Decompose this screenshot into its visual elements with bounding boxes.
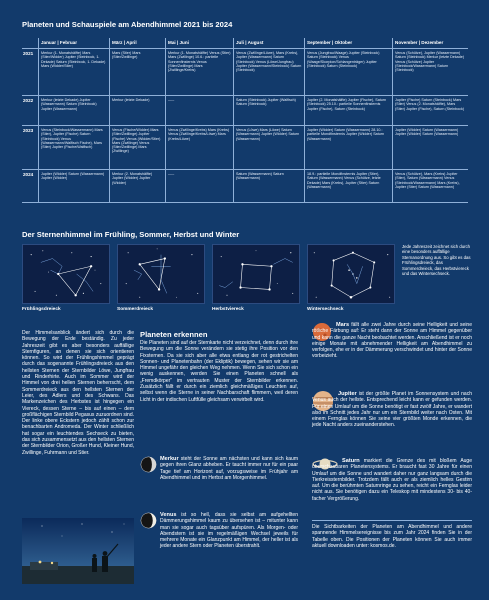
- column-header: März | April: [109, 38, 165, 48]
- section-title: Der Sternenhimmel im Frühling, Sommer, Herbst und Winter: [22, 230, 240, 239]
- column-header: Juli | August: [233, 38, 304, 48]
- table-cell: Venus (Jungfrau/Waage) Jupiter (Steinbock) Saturn (Steinbock) Venus (Waage/Skorpion/Schlangenträger) Jupiter (Steinbock) Saturn (Steinbock): [304, 49, 392, 95]
- divider: [312, 520, 472, 521]
- star-chart-image: [23, 245, 109, 303]
- table-cell: Venus (Löwe) Mars (Löwe) Saturn (Wassermann) Jupiter (Widder) Saturn (Wassermann): [233, 126, 304, 169]
- planet-description: fällt alle zwei Jahre durch seine Helligkeit und seine rötliche Färbung auf: Er steht dann der Sonne am Himmel gegenüber und kann die ganze Nacht beobachtet werden. Anschließend ist er noch einige Monate mit abnehmender Helligkeit am Abendhimmel zu verfolgen, ehe er in der Dämmerung verschwindet und hinter der Sonne vorbeizieht.: [312, 322, 472, 360]
- sky-caption: Sommerdreieck: [117, 307, 153, 312]
- row-year: 2022: [23, 98, 34, 103]
- intro-text: Der Himmelsanblick ändert sich durch die Bewegung der Erde beständig. Zu jeder Jahreszeit gibt es aber besonders auffällige Sternfiguren, an denen sie sich orientieren können. So wird der Frühlingshimmel geprägt durch das sogenannte Frühlingsdreieck aus den hellsten Sternen der Sternbilder Löwe, Jungfrau und Rinderhirte. Auch im Sommer wird der Himmel von drei hellen Sternen beherrscht, dem Sommerdreieck aus den hellsten Sternen der Leier, des Adlers und des Schwans. Das Markenzeichen des Herbstes ist hingegen ein Viereck, dessen Sterne – bis auf einen – dem großflächigen Sternbild Pegasus zuzuordnen sind. Der linke obere Eckstern jedoch zählt schon zur benachbarten Andromeda. Der Winter schließlich hat sogar ein leuchtendes Sechseck zu bieten, das sich zusammensetzt aus den hellsten Sternen der Sternbilder Orion, Großer Hund, Kleiner Hund, Zwillinge, Fuhrmann und Stier.: [22, 330, 134, 456]
- table-cell: Merkur (2. Monatshälfte) Jupiter (Widder) Jupiter (Widder): [109, 170, 165, 202]
- table-cell: Jupiter (Widder) Saturn (Wassermann) 28.10.: partielle Mondfinsternis Jupiter (Widder) Saturn (Wassermann): [304, 126, 392, 169]
- sky-map-autumn: [212, 244, 300, 304]
- table-row: [22, 49, 468, 96]
- planet-description: markiert die Grenze des mit bloßem Auge überschaubaren Planetensystems. Er braucht fast 30 Jahre für einen Umlauf um die Sonne und wandert daher nur ganz langsam durch die Tierkreissternbilder. Trotzdem fällt auch er als ziemlich helles Gestirn auf. Um die berühmten Saturnringe zu sehen, reicht ein Fernglas leider nicht aus. Sie benötigen dazu ein Teleskop mit mindestens 30- bis 40-facher Vergrößerung.: [312, 458, 472, 502]
- planet-name: Saturn: [342, 458, 360, 464]
- sky-map-winter: [307, 244, 395, 304]
- table-cell: Saturn (Steinbock) Jupiter (Walfisch) Saturn (Steinbock): [233, 96, 304, 125]
- star-chart-image: [308, 245, 394, 303]
- sky-caption: Wintersechseck: [307, 307, 344, 312]
- sky-sidenote: Jede Jahreszeit zeichnet sich durch eine besonders auffällige Sternanordnung aus. So gibt es das Frühlingsdreieck, das Sommerdreieck, das Herbstviereck und das Wintersechseck.: [402, 244, 471, 277]
- table-cell: Jupiter (2. Monatshälfte) Jupiter (Fische), Saturn (Steinbock) 25.10.: partielle Sonnenfinsternis Jupiter (Fische), Saturn (Steinbock): [304, 96, 392, 125]
- table-cell: Merkur (1. Monatshälfte) Venus (Stier) Mars (Zwillinge) 10.6.: partielle Sonnenfinsternis Venus (Stier/Zwillinge) Mars (Zwillinge/Krebs): [165, 49, 233, 95]
- planet-description: ist so hell, dass sie selbst am aufgehellten Dämmerungshimmel kaum zu übersehen ist – mitunter kann man sie sogar auch tagsüber aufspüren. Als Morgen- oder Abendstern ist sie im regelmäßigen Wechsel jeweils für mehrere Monate ein Glanzpunkt am Himmel, der heller ist als jeder andere Stern oder Planeten überstrahlt.: [160, 512, 298, 550]
- column-header: September | Oktober: [304, 38, 392, 48]
- saturn-text: [312, 458, 472, 502]
- table-cell: Jupiter (Fische) Saturn (Steinbock) Mars (Stier) Venus (2. Monatshälfte), Mars (Stier) Jupiter (Fische), Saturn (Steinbock): [392, 96, 468, 125]
- sky-caption: Frühlingsdreieck: [22, 307, 61, 312]
- table-cell: Jupiter (Widder) Saturn (Wassermann) Jupiter (Widder): [38, 170, 109, 202]
- table-cell: Merkur (letzte Dekade): [109, 96, 165, 125]
- night-sky-photo: [22, 518, 134, 584]
- year-header: [22, 38, 38, 48]
- closing-text: Die Sichtbarkeiten der Planeten am Abendhimmel und andere spannende Himmelsereignisse bis zum Jahr 2024 finden Sie in der Tabelle oben. Die Positionen der Planeten können Sie auch immer aktuell downloaden unter: kosmos.de.: [312, 524, 472, 549]
- mercury-icon: [140, 456, 157, 473]
- table-cell: Venus (Zwillinge/Löwe), Mars (Krebs), Jupiter (Wassermann) Saturn (Steinbock) Venus (Löwe/Jungfrau) Jupiter (Wassermann/Steinbock) Saturn (Steinbock): [233, 49, 304, 95]
- section-heading: Planeten erkennen: [140, 330, 208, 339]
- table-cell: Merkur (1. Monatshälfte) Mars (Stier/Widder) Jupiter (Steinbock, 1. Dekade) Saturn (Steinbock, 1. Dekade) Mars (Widder/Stier): [38, 49, 109, 95]
- column-header: Januar | Februar: [38, 38, 109, 48]
- venus-icon: [140, 512, 157, 529]
- table-cell: Jupiter (Widder) Saturn (Wassermann) Jupiter (Widder) Saturn (Wassermann): [392, 126, 468, 169]
- sky-caption: Herbstviereck: [212, 307, 244, 312]
- planet-name: Mars: [336, 322, 350, 328]
- star-chart-image: [118, 245, 204, 303]
- planet-name: Venus: [160, 512, 177, 518]
- venus-text: [160, 512, 298, 550]
- column-header: November | Dezember: [392, 38, 468, 48]
- table-row: [22, 170, 468, 203]
- planet-description: steht der Sonne am nächsten und kann sich kaum gegen ihren Glanz abheben. Er taucht immer nur für ein paar Tage tief am Horizont auf, vorzugsweise im Frühjahr am Abendhimmel und im Herbst am Morgenhimmel.: [160, 456, 298, 481]
- planet-description: ist der größte Planet im Sonnensystem und nach Venus auch der hellste. Entsprechend leicht kann er gefunden werden. Für einen Umlauf um die Sonne benötigt er fast zwölf Jahre, er wandert also im Schnitt jedes Jahr nur um ein Sternbild weiter nach Osten. Mit einem Fernglas können Sie seine vier größten Monde erkennen, die jede Nacht anders zueinanderstehen.: [312, 391, 472, 429]
- page-title: Planeten und Schauspiele am Abendhimmel 2021 bis 2024: [22, 20, 233, 29]
- mercury-text: [160, 456, 298, 481]
- planet-name: Merkur: [160, 456, 179, 462]
- table-row: [22, 126, 468, 170]
- table-cell: –––: [165, 96, 233, 125]
- observers-photo: [22, 518, 134, 584]
- jupiter-text: [312, 391, 472, 429]
- sky-map-spring: [22, 244, 110, 304]
- table-cell: Venus (Schütze), Mars (Krebs) Jupiter (Stier), Saturn (Wassermann) Venus (Steinbock/Wassermann) Mars (Krebs), Jupiter (Stier) Saturn (Wassermann): [392, 170, 468, 202]
- table-row: [22, 96, 468, 126]
- table-cell: Venus (Zwillinge/Krebs) Mars (Krebs) Venus (Zwillinge/Krebs/Löwe) Mars (Krebs/Löwe): [165, 126, 233, 169]
- planets-intro-text: Die Planeten sind auf der Sternkarte nicht verzeichnet, denn durch ihre Bewegung um die Sonne verändern sie stetig ihre Position vor den Fixsternen. Da sie sich aber alle etwa entlang der rot gestrichelten Sonnen- und Planetenbahn (der Ekliptik) bewegen, sehen wir sie am Himmel ungefähr den gleichen Weg nehmen. Wenn Sie sich schon ein wenig auskennen, werden Sie einen Planeten schnell als „Fremdkörper“ im vertrauten Muster der Sternbilder erkennen. Zusätzlich fällt er durch ein ziemlich gleichmäßiges Leuchten auf, selbst wenn die Sterne in seiner Nachbarschaft flimmern, weil deren Licht in der indischen Luftfülle gleichsam verwirbelt wird.: [140, 340, 298, 403]
- row-year: 2024: [23, 172, 34, 177]
- table-cell: –––: [165, 170, 233, 202]
- table-cell: Saturn (Wassermann) Saturn (Wassermann): [233, 170, 304, 202]
- row-year: 2021: [23, 51, 34, 56]
- row-year: 2023: [23, 128, 34, 133]
- star-chart-image: [213, 245, 299, 303]
- column-header: Mai | Juni: [165, 38, 233, 48]
- table-cell: 18.9.: partielle Mondfinsternis Jupiter (Stier), Saturn (Wassermann) Venus (Schütze, letzte Dekade) Mars (Krebs), Jupiter (Stier) Saturn (Wassermann): [304, 170, 392, 202]
- table-cell: Merkur (letzte Dekade) Jupiter (Wassermann) Saturn (Steinbock) Jupiter (Wassermann): [38, 96, 109, 125]
- table-cell: Venus (Fische/Widder) Mars (Stier/Zwillinge) Jupiter (Fische) Venus (Widder/Stier) Mars (Zwillinge) Venus (Stier/Zwillinge) Mars (Zwillinge): [109, 126, 165, 169]
- mars-text: [312, 322, 472, 360]
- planet-name: Jupiter: [338, 391, 357, 397]
- planet-table: [22, 38, 468, 203]
- sky-map-summer: [117, 244, 205, 304]
- table-cell: Venus (Schütze), Jupiter (Wassermann) Saturn (Steinbock) Merkur (letzte Dekade) Venus (Schütze) Jupiter (Steinbock/Wassermann) Saturn (Steinbock): [392, 49, 468, 95]
- table-cell: Mars (Stier) Mars (Stier/Zwillinge): [109, 49, 165, 95]
- table-header: [22, 38, 468, 49]
- table-cell: Venus (Steinbock/Wassermann) Mars (Stier), Jupiter (Fische) Saturn (Steinbock) Venus (Wassermann/Walfisch Fische), Mars (Stier) Jupiter (Fische/Walfisch): [38, 126, 109, 169]
